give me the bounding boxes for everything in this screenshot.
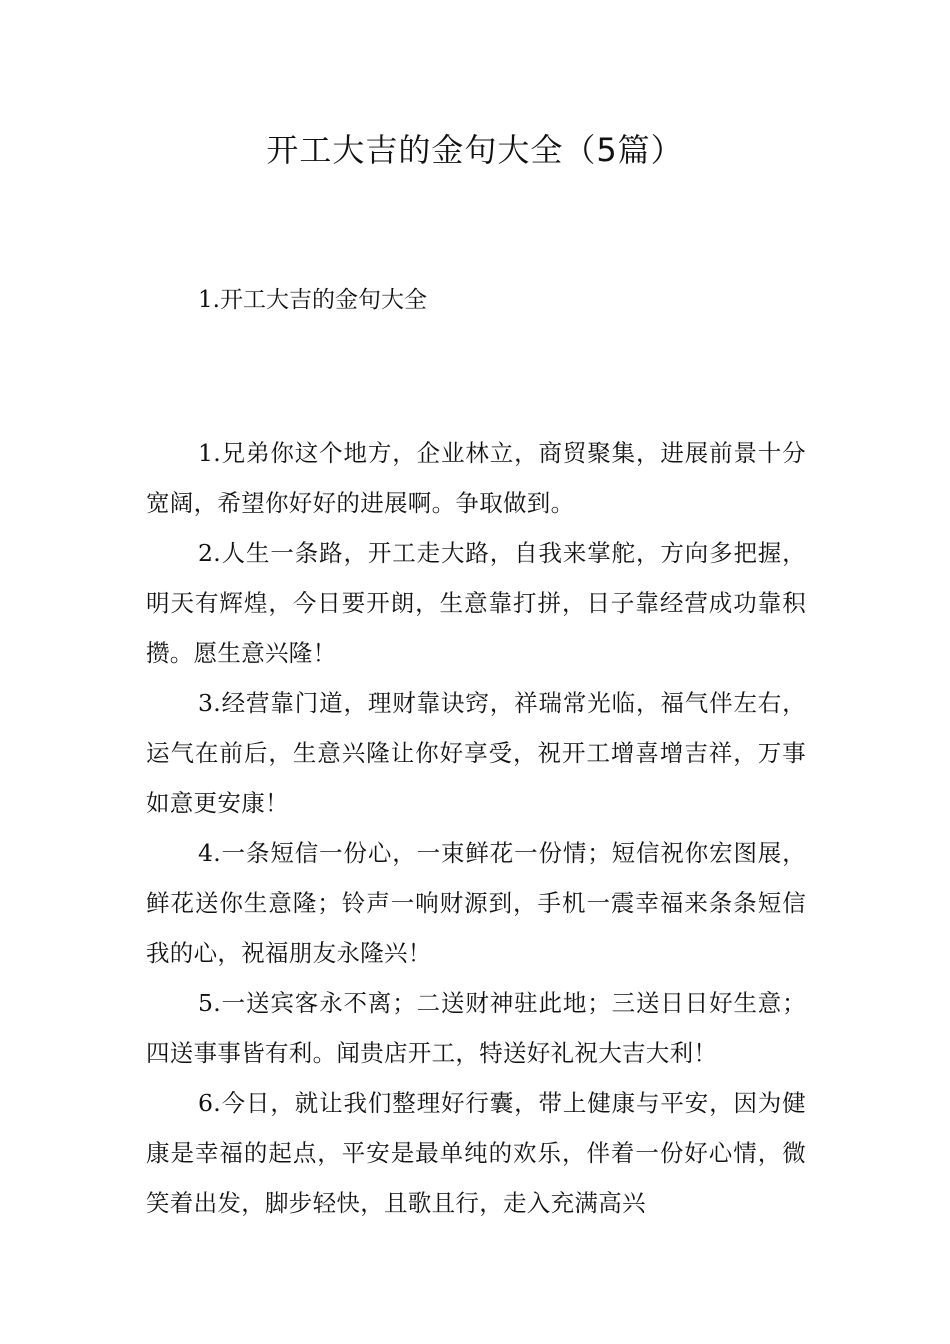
section-heading: 1.开工大吉的金句大全 [198, 287, 427, 313]
paragraph-4: 4.一条短信一份心，一束鲜花一份情；短信祝你宏图展，鲜花送你生意隆；铃声一响财源到，手机一震幸福来条条短信我的心，祝福朋友永隆兴！ [146, 839, 806, 967]
paragraph-3: 3.经营靠门道，理财靠诀窍，祥瑞常光临，福气伴左右，运气在前后，生意兴隆让你好享受，祝开工增喜增吉祥，万事如意更安康！ [146, 689, 806, 817]
paragraph-6: 6.今日，就让我们整理好行囊，带上健康与平安，因为健康是幸福的起点，平安是最单纯的欢乐，伴着一份好心情，微笑着出发，脚步轻快，且歌且行，走入充满高兴 [146, 1089, 806, 1217]
paragraph-1: 1.兄弟你这个地方，企业林立，商贸聚集，进展前景十分宽阔，希望你好好的进展啊。争取做到。 [146, 439, 806, 517]
document-body [146, 428, 806, 1228]
paragraph-5: 5.一送宾客永不离；二送财神驻此地；三送日日好生意；四送事事皆有利。闻贵店开工，特送好礼祝大吉大利！ [146, 989, 806, 1067]
document-title: 开工大吉的金句大全（5篇） [266, 131, 684, 169]
paragraph-2: 2.人生一条路，开工走大路，自我来掌舵，方向多把握，明天有辉煌，今日要开朗，生意靠打拼，日子靠经营成功靠积攒。愿生意兴隆！ [146, 539, 806, 667]
